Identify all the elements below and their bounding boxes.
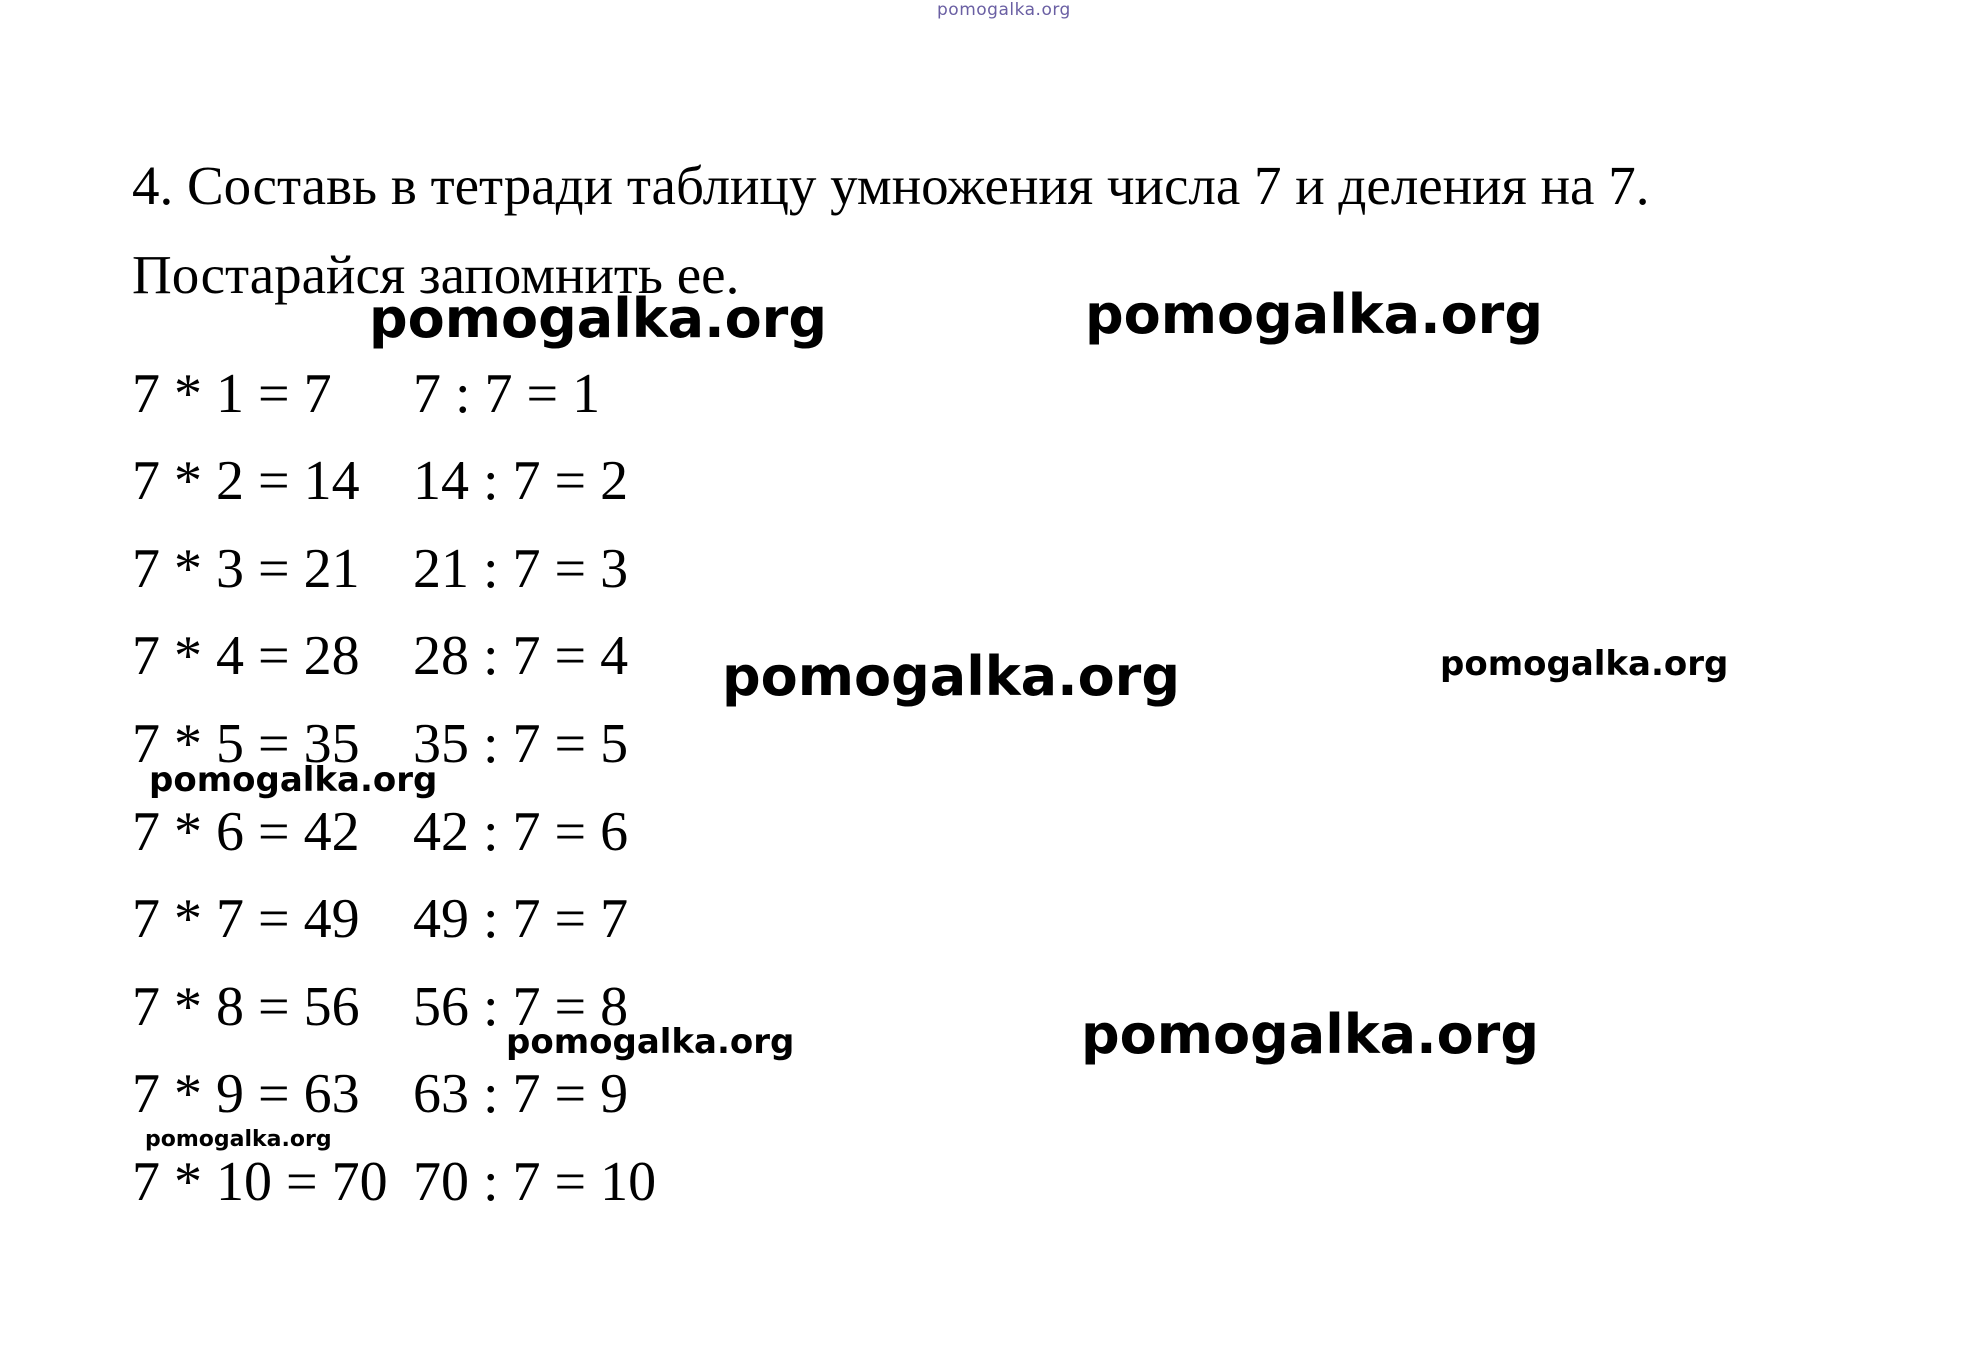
division-equation: 42 : 7 = 6 — [413, 801, 629, 863]
watermark: pomogalka.org — [369, 287, 827, 350]
task-instruction: Постарайся запомнить ее. — [132, 244, 740, 305]
watermark: pomogalka.org — [145, 1127, 332, 1152]
watermark: pomogalka.org — [149, 760, 438, 800]
multiplication-equation: 7 * 5 = 35 — [132, 713, 360, 775]
multiplication-equation: 7 * 10 = 70 — [132, 1151, 388, 1213]
top-watermark: pomogalka.org — [937, 0, 1071, 20]
division-equation: 21 : 7 = 3 — [413, 538, 629, 600]
multiplication-equation: 7 * 4 = 28 — [132, 625, 360, 687]
division-equation: 14 : 7 = 2 — [413, 450, 629, 512]
division-equation: 70 : 7 = 10 — [413, 1151, 657, 1213]
watermark: pomogalka.org — [1440, 644, 1729, 684]
watermark: pomogalka.org — [1081, 1003, 1539, 1066]
watermark: pomogalka.org — [1085, 283, 1543, 346]
multiplication-equation: 7 * 7 = 49 — [132, 888, 360, 950]
multiplication-equation: 7 * 8 = 56 — [132, 976, 360, 1038]
watermark: pomogalka.org — [722, 645, 1180, 708]
division-equation: 35 : 7 = 5 — [413, 713, 629, 775]
division-equation: 63 : 7 = 9 — [413, 1063, 629, 1125]
division-equation: 28 : 7 = 4 — [413, 625, 629, 687]
division-equation: 56 : 7 = 8 — [413, 976, 629, 1038]
division-equation: 49 : 7 = 7 — [413, 888, 629, 950]
multiplication-equation: 7 * 9 = 63 — [132, 1063, 360, 1125]
division-equation: 7 : 7 = 1 — [413, 363, 601, 425]
task-statement: 4. Составь в тетради таблицу умножения числа 7 и деления на 7. — [132, 155, 1650, 216]
multiplication-equation: 7 * 3 = 21 — [132, 538, 360, 600]
multiplication-equation: 7 * 2 = 14 — [132, 450, 360, 512]
watermark: pomogalka.org — [506, 1022, 795, 1062]
multiplication-equation: 7 * 6 = 42 — [132, 801, 360, 863]
multiplication-equation: 7 * 1 = 7 — [132, 363, 332, 425]
